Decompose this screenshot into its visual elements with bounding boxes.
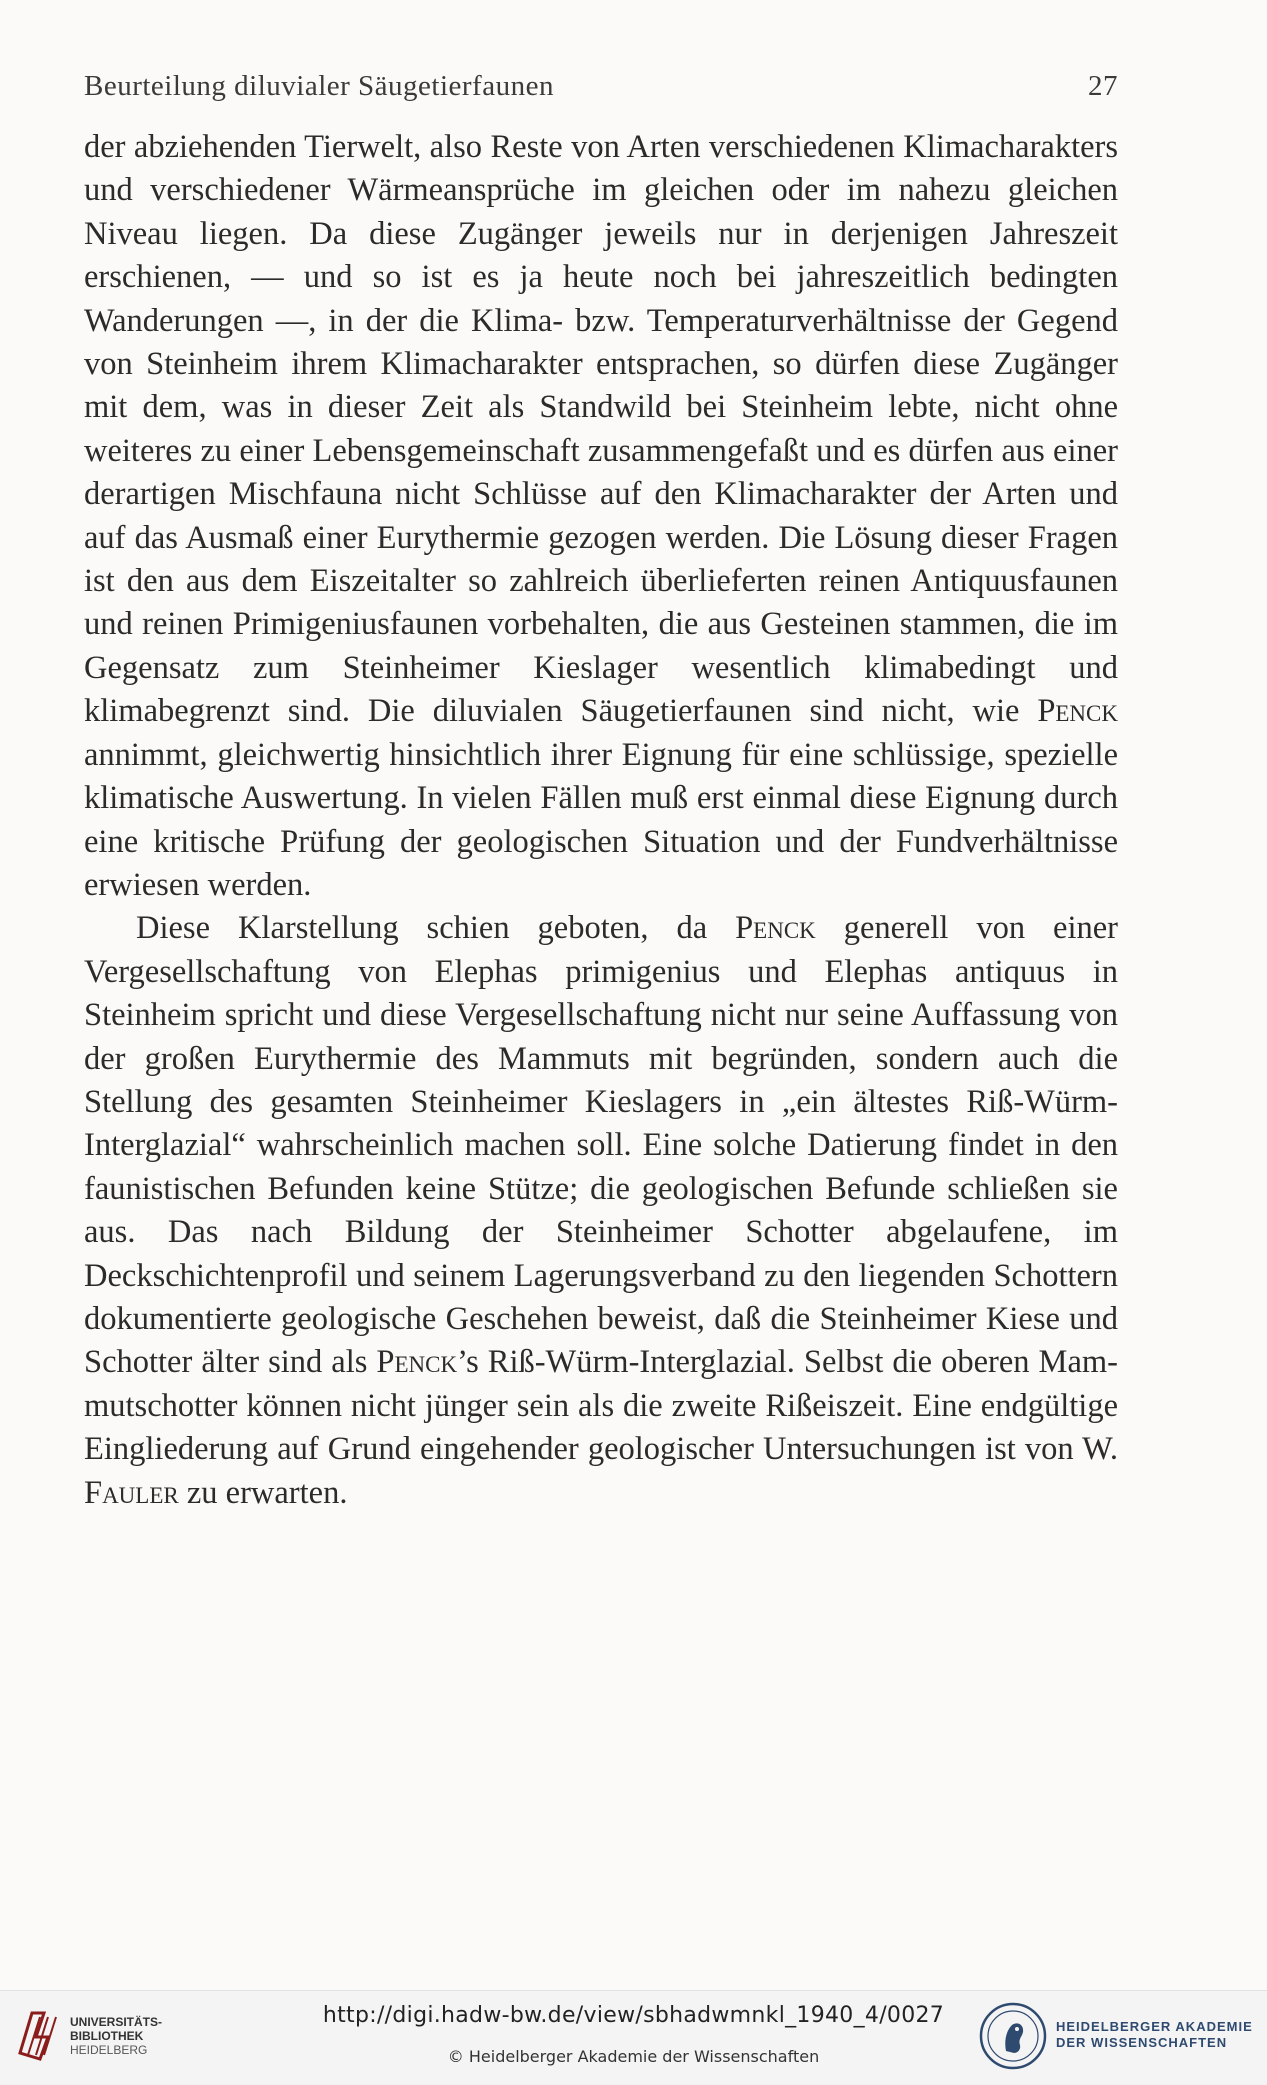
text-run: generell von einer Vergesellschaftung von Elephas primigenius und Elephas antiquus in Steinheim spricht und diese Vergesellschaftung nicht nur seine Auffassung von der großen Eurythermie des Mammuts mit begründen, sondern auch die Stellung des gesamten Steinheimer Kieslagers in „ein ältestes Riß-Würm-Interglazial“ wahrscheinlich machen soll. Eine solche Datierung findet in den faunistischen Befunden keine Stütze; die geologischen Befunde schließen sie aus. Das nach Bildung der Steinheimer Schotter abgelaufene, im Deckschichtenprofil und seinem Lagerungsverband zu den liegenden Schottern dokumentierte geologische Geschehen beweist, daß die Steinheimer Kiese und Schotter älter sind als: [84, 910, 1118, 1381]
paragraph: [84, 126, 1118, 907]
academy-line-2: DER WISSENSCHAFTEN: [1056, 2035, 1228, 2050]
page-number: 27: [1088, 70, 1118, 102]
library-line-2: BIBLIOTHEK: [70, 2029, 144, 2043]
author-name: Penck: [735, 910, 816, 947]
text-run: annimmt, gleichwertig hinsichtlich ihrer Eignung für eine schlüssige, spezielle klimatische Auswertung. In vielen Fällen muß erst einmal diese Eignung durch eine kritische Prüfung der geologischen Situation und der Fundverhältnisse erwiesen werden.: [84, 736, 1118, 903]
running-head-title: Beurteilung diluvialer Säugetierfaunen: [84, 70, 554, 102]
author-name: Fauler: [84, 1474, 179, 1511]
academy-line-1: HEIDELBERGER AKADEMIE: [1056, 2019, 1253, 2034]
text-run: der abziehenden Tierwelt, also Reste von Arten verschiedenen Klimacharakters und verschiedener Wärmeansprüche im gleichen oder im nahezu gleichen Niveau liegen. Da diese Zugänger jeweils nur in derjenigen Jahreszeit erschienen, — und so ist es ja heute noch bei jahreszeitlich bedingten Wanderungen —, in der die Klima- bzw. Temperaturverhältnisse der Gegend von Steinheim ihrem Klimacharakter entsprachen, so dürfen diese Zugänger mit dem, was in dieser Zeit als Standwild bei Steinheim lebte, nicht ohne weiteres zu einer Lebensgemeinschaft zusammengefaßt und es dürfen aus einer derartigen Mischfauna nicht Schlüsse auf den Klimacharakter der Arten und auf das Ausmaß einer Eurythermie gezogen werden. Die Lösung dieser Fragen ist den aus dem Eiszeitalter so zahlreich überlieferten reinen Antiquusfaunen und reinen Primigeniusfaunen vorbehalten, die aus Gesteinen stammen, die im Gegensatz zum Steinheimer Kieslager wesentlich klimabedingt und klimabegrenzt sind. Die diluvialen Säugetierfaunen sind nicht, wie: [84, 129, 1118, 730]
footer-bar: [0, 1990, 1267, 2085]
author-name: Penck: [1037, 693, 1118, 730]
text-run: Diese Klarstellung schien geboten, da: [136, 910, 736, 947]
author-name: Penck: [376, 1344, 458, 1381]
paragraph: [84, 907, 1118, 1515]
body-text: [84, 126, 1118, 1515]
academy-logo[interactable]: [978, 1999, 1258, 2077]
academy-name: [1056, 2019, 1253, 2051]
copyright-notice: © Heidelberger Akademie der Wissenschaften: [447, 2047, 820, 2066]
permalink-url[interactable]: http://digi.hadw-bw.de/view/sbhadwmnkl_1940_4/0027: [322, 2003, 945, 2028]
library-line-3: HEIDELBERG: [70, 2043, 148, 2057]
text-run: zu erwarten.: [178, 1474, 348, 1511]
library-line-1: UNIVERSITÄTS-: [70, 2015, 163, 2029]
text-run: ’s Riß-Würm-Interglazial. Selbst die oberen Mammutschotter können nicht jünger sein als die zweite Rißeiszeit. Eine endgültige Eingliederung auf Grund eingehender geologischer Untersuchungen ist von W.: [84, 1344, 1118, 1468]
running-head: [84, 70, 1118, 110]
academy-seal-icon: [978, 2001, 1048, 2071]
